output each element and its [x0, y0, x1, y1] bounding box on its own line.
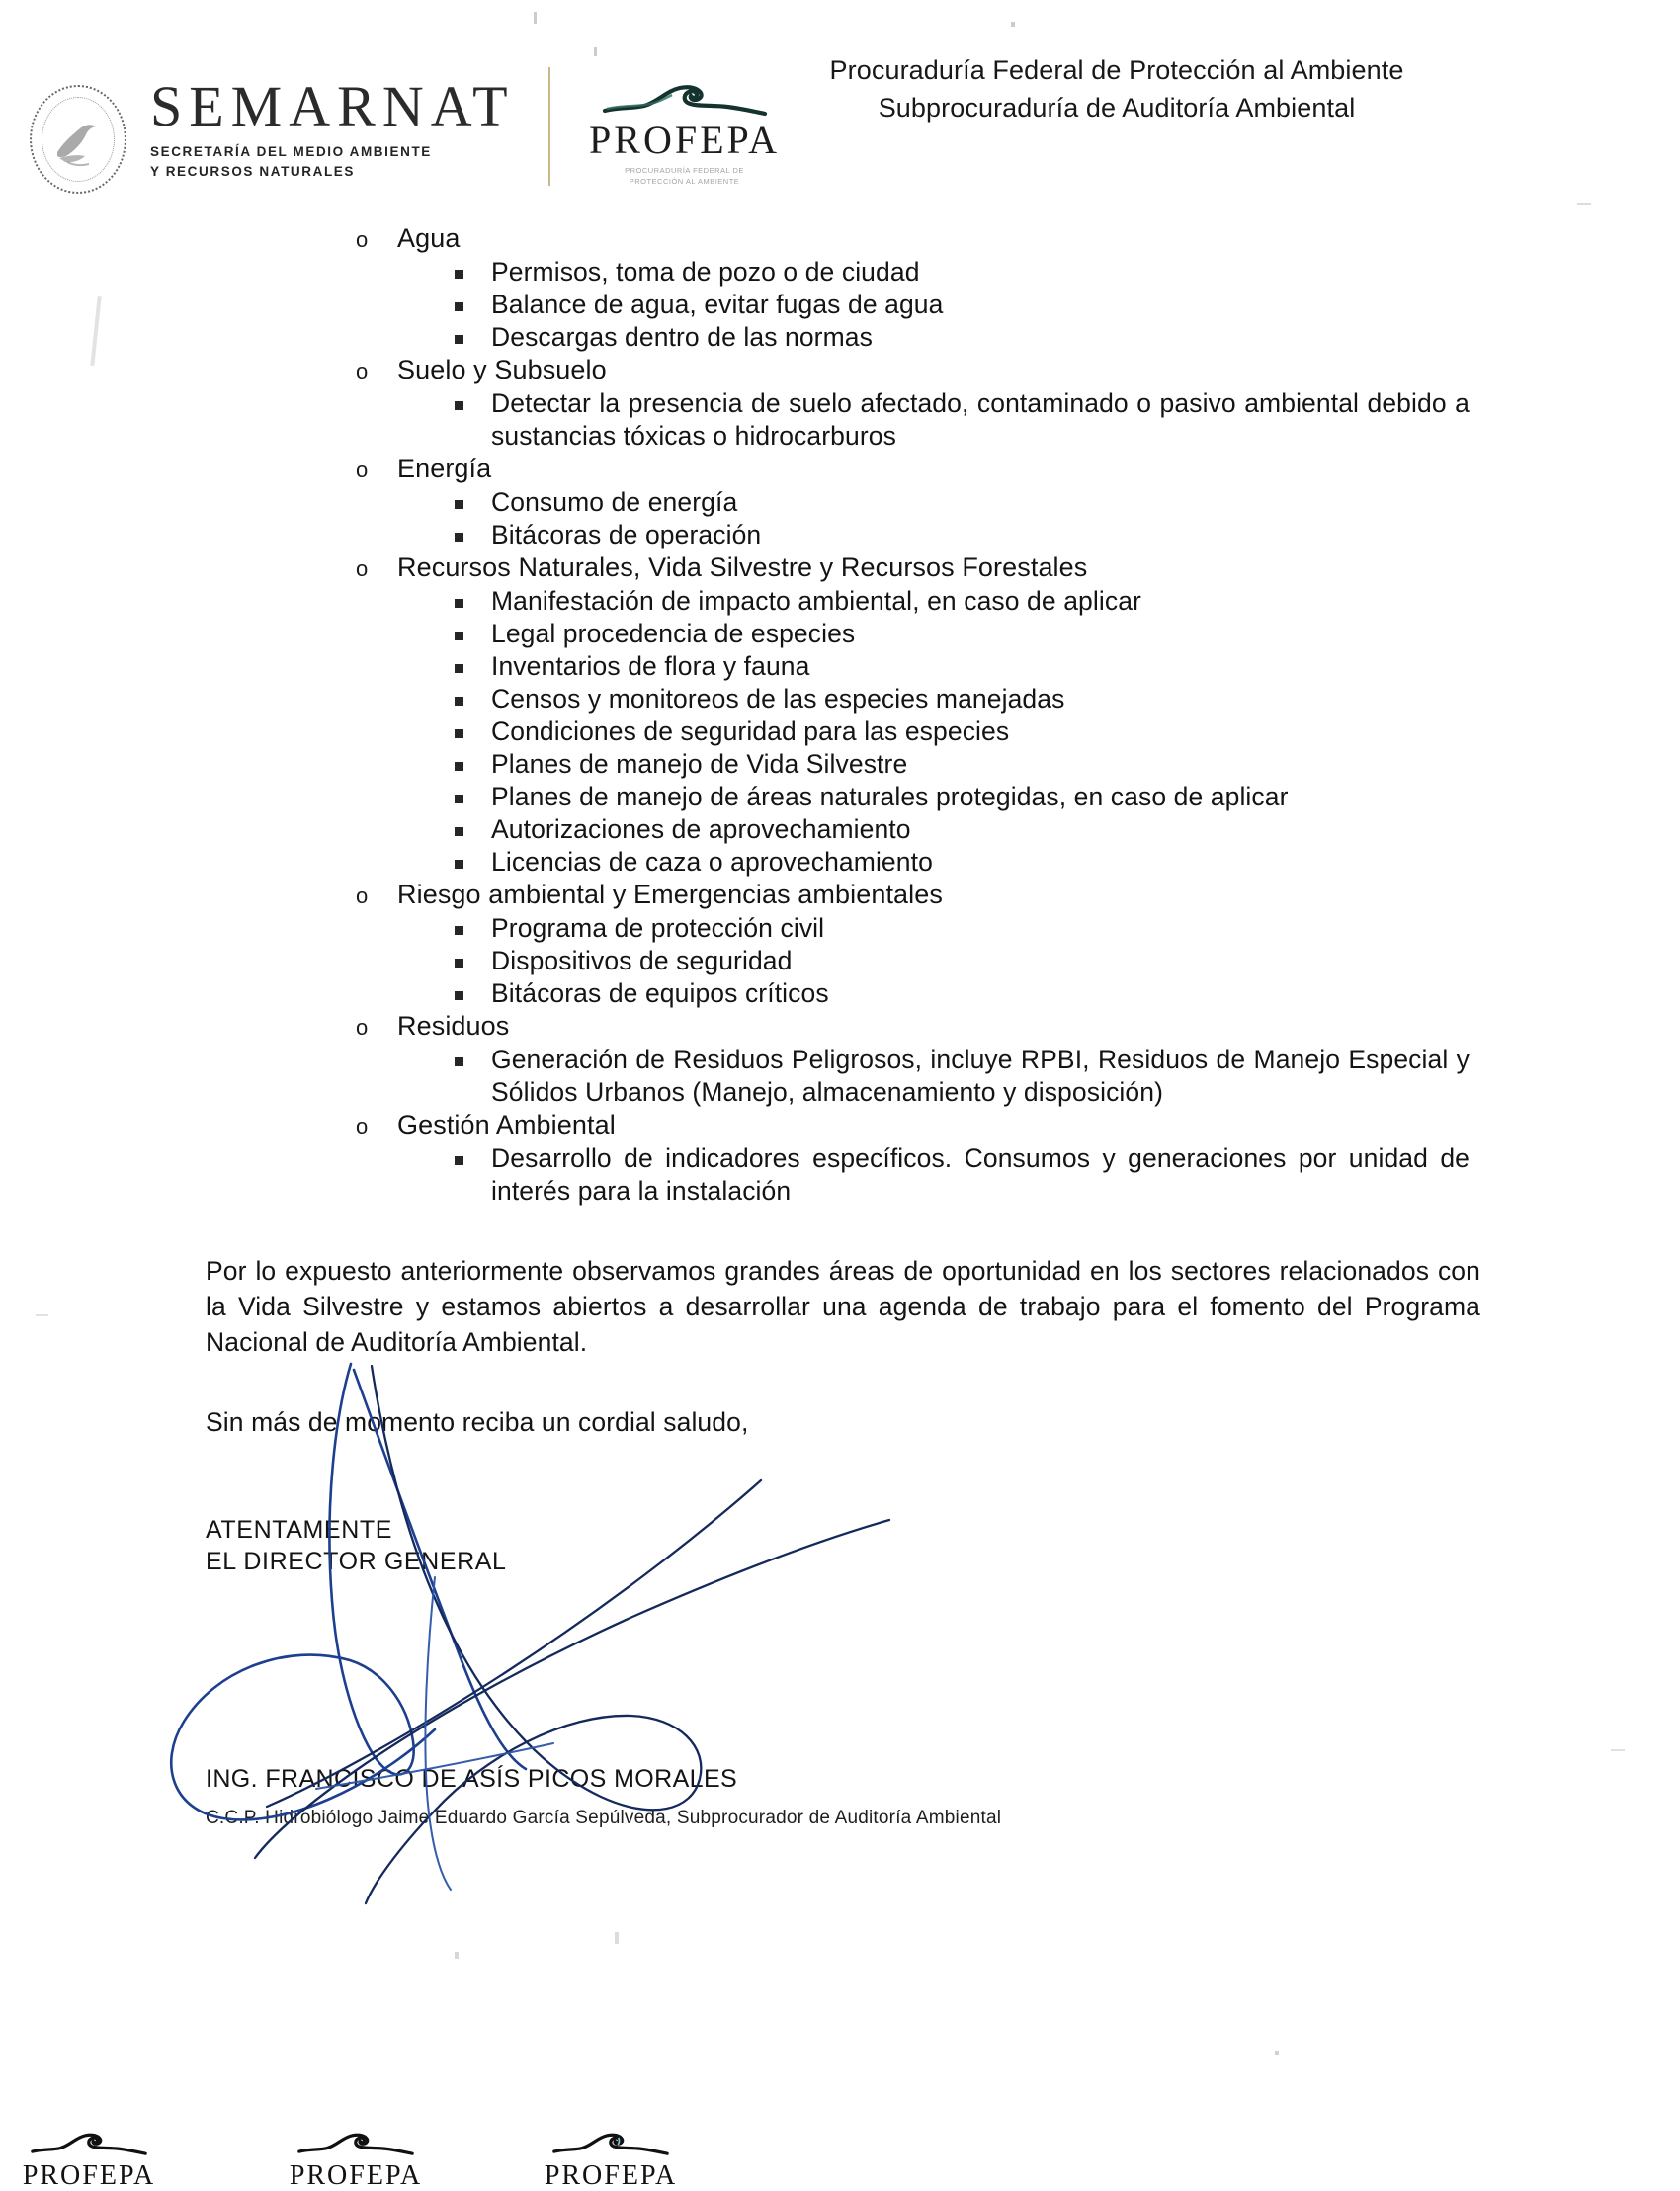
topic-subitem [0, 912, 1680, 945]
profepa-subtitle-line2: PROTECCIÓN AL AMBIENTE [629, 177, 740, 187]
topic-subitem-label: Bitácoras de equipos críticos [491, 978, 829, 1008]
topic-category-row [0, 1010, 1680, 1044]
topic-category-label: Riesgo ambiental y Emergencias ambientales [397, 880, 943, 909]
topic-category-row [0, 354, 1680, 387]
scan-artifact [1011, 22, 1015, 27]
topic-category-label: Suelo y Subsuelo [397, 355, 607, 384]
signoff-atentamente: ATENTAMENTE [206, 1516, 393, 1544]
square-bullet-icon [455, 762, 463, 771]
topic-subitem [0, 846, 1680, 879]
topic-subitem-label: Inventarios de flora y fauna [491, 651, 810, 681]
topic-subitem-list [0, 912, 1680, 1010]
scan-artifact [1611, 1749, 1625, 1751]
footer-profepa-logo-2 [277, 2128, 435, 2190]
topic-subitem [0, 977, 1680, 1010]
topic-category-row [0, 453, 1680, 486]
topic-category [0, 354, 1680, 453]
square-bullet-icon [455, 729, 463, 738]
closing-paragraph: Por lo expuesto anteriormente observamos grandes áreas de oportunidad en los sectores relacionados con la Vida Silvestre y estamos abiertos a desarrollar una agenda de trabajo para el fomento del Programa Nacional de Auditoría Ambiental. [206, 1256, 1480, 1357]
circle-bullet-icon: o [356, 227, 369, 252]
topic-subitem [0, 813, 1680, 846]
square-bullet-icon [455, 860, 463, 869]
topic-subitem [0, 618, 1680, 650]
scan-artifact [36, 1314, 48, 1316]
footer-profepa-logo-3 [532, 2128, 690, 2190]
footer-profepa-wordmark: PROFEPA [22, 2160, 156, 2191]
topic-subitem-label: Legal procedencia de especies [491, 619, 856, 648]
scan-artifact [594, 47, 597, 56]
header-divider [548, 67, 550, 186]
square-bullet-icon [455, 302, 463, 311]
scan-artifact [1275, 2051, 1279, 2055]
topic-subitem-label: Planes de manejo de Vida Silvestre [491, 749, 908, 779]
topic-subitem-list [0, 1142, 1680, 1208]
topic-subitem-label: Descargas dentro de las normas [491, 322, 873, 352]
topic-category-label: Gestión Ambiental [397, 1110, 616, 1139]
topic-category-label: Recursos Naturales, Vida Silvestre y Recursos Forestales [397, 552, 1088, 582]
topic-subitem [0, 945, 1680, 977]
topic-category [0, 551, 1680, 879]
circle-bullet-icon: o [356, 556, 369, 581]
circle-bullet-icon: o [356, 359, 369, 383]
topic-subitem [0, 1142, 1680, 1208]
topic-subitem-label: Licencias de caza o aprovechamiento [491, 847, 933, 877]
topic-category [0, 879, 1680, 1010]
profepa-wave-icon [601, 79, 769, 123]
topic-subitem [0, 748, 1680, 781]
semarnat-logo [20, 74, 515, 198]
square-bullet-icon [455, 664, 463, 673]
farewell-line: Sin más de momento reciba un cordial saludo, [206, 1407, 749, 1437]
ccp-line: C.C.P. Hidrobiólogo Jaime Eduardo García Sepúlveda, Subprocurador de Auditoría Ambiental [206, 1808, 1002, 1828]
scan-artifact [615, 1932, 619, 1944]
topic-subitem-list [0, 585, 1680, 879]
topic-subitem [0, 683, 1680, 716]
circle-bullet-icon: o [356, 458, 369, 482]
square-bullet-icon [455, 926, 463, 935]
mexico-national-seal-icon [20, 81, 136, 198]
topic-subitem [0, 289, 1680, 321]
topic-subitem-list [0, 256, 1680, 354]
profepa-wave-icon [551, 2128, 670, 2161]
topic-subitem [0, 256, 1680, 289]
square-bullet-icon [455, 1057, 463, 1066]
topic-subitem [0, 716, 1680, 748]
circle-bullet-icon: o [356, 1015, 369, 1040]
topic-subitem-label: Desarrollo de indicadores específicos. Consumos y generaciones por unidad de interés para la instalación [491, 1143, 1470, 1206]
square-bullet-icon [455, 1156, 463, 1165]
square-bullet-icon [455, 991, 463, 1000]
footer-profepa-wordmark: PROFEPA [544, 2160, 678, 2191]
header-title-block [751, 51, 1482, 127]
topic-category-label: Energía [397, 454, 492, 483]
topic-subitem [0, 585, 1680, 618]
document-body [0, 222, 1680, 1832]
topic-subitem [0, 387, 1680, 453]
topic-subitem-label: Planes de manejo de áreas naturales protegidas, en caso de aplicar [491, 782, 1289, 811]
scan-artifact [534, 12, 537, 24]
topic-category-row [0, 222, 1680, 256]
topic-category [0, 222, 1680, 354]
square-bullet-icon [455, 632, 463, 640]
topic-subitem [0, 321, 1680, 354]
square-bullet-icon [455, 335, 463, 344]
topic-category-row [0, 879, 1680, 912]
footer-profepa-wordmark: PROFEPA [289, 2160, 423, 2191]
square-bullet-icon [455, 533, 463, 542]
topic-subitem-label: Bitácoras de operación [491, 520, 762, 549]
square-bullet-icon [455, 697, 463, 706]
square-bullet-icon [455, 599, 463, 608]
scan-artifact [455, 1952, 459, 1959]
document-footer [0, 2065, 1680, 2191]
signoff-title: EL DIRECTOR GENERAL [206, 1548, 507, 1575]
topic-subitem-label: Manifestación de impacto ambiental, en caso de aplicar [491, 586, 1141, 616]
topic-category-row [0, 551, 1680, 585]
header-title-line2: Subprocuraduría de Auditoría Ambiental [878, 93, 1356, 124]
topic-category [0, 1010, 1680, 1109]
circle-bullet-icon: o [356, 884, 369, 908]
square-bullet-icon [455, 959, 463, 968]
profepa-wordmark: PROFEPA [589, 118, 780, 162]
topic-subitem-label: Censos y monitoreos de las especies manejadas [491, 684, 1065, 714]
square-bullet-icon [455, 795, 463, 803]
header-title-line1: Procuraduría Federal de Protección al Ambiente [829, 55, 1404, 85]
topic-category [0, 1109, 1680, 1208]
topic-category-label: Residuos [397, 1011, 510, 1041]
topic-subitem-label: Balance de agua, evitar fugas de agua [491, 290, 944, 319]
topic-subitem-label: Permisos, toma de pozo o de ciudad [491, 257, 920, 287]
topic-subitem-list [0, 387, 1680, 453]
topic-subitem-list [0, 486, 1680, 551]
topic-subitem-label: Generación de Residuos Peligrosos, incluye RPBI, Residuos de Manejo Especial y Sólidos Urbanos (Manejo, almacenamiento y disposición) [491, 1045, 1470, 1107]
topic-subitem-label: Autorizaciones de aprovechamiento [491, 814, 911, 844]
topic-category-row [0, 1109, 1680, 1142]
audit-topic-list [0, 222, 1680, 1208]
topic-subitem-list [0, 1044, 1680, 1109]
semarnat-subtitle-line2: Y RECURSOS NATURALES [150, 163, 356, 179]
topic-subitem [0, 1044, 1680, 1109]
footer-profepa-logo-1 [10, 2128, 168, 2190]
semarnat-wordmark: SEMARNAT [150, 74, 515, 138]
square-bullet-icon [455, 500, 463, 509]
topic-category [0, 453, 1680, 551]
topic-category-label: Agua [397, 223, 461, 253]
profepa-subtitle-line1: PROCURADURÍA FEDERAL DE [625, 166, 744, 175]
square-bullet-icon [455, 827, 463, 836]
profepa-wave-icon [30, 2128, 148, 2161]
circle-bullet-icon: o [356, 1114, 369, 1138]
square-bullet-icon [455, 401, 463, 410]
square-bullet-icon [455, 270, 463, 279]
topic-subitem [0, 519, 1680, 551]
topic-subitem-label: Programa de protección civil [491, 913, 825, 943]
topic-subitem-label: Consumo de energía [491, 487, 738, 517]
topic-subitem [0, 650, 1680, 683]
eagle-glyph-icon [47, 111, 107, 172]
topic-subitem [0, 781, 1680, 813]
topic-subitem [0, 486, 1680, 519]
semarnat-subtitle-line1: SECRETARÍA DEL MEDIO AMBIENTE [150, 144, 432, 160]
document-header [0, 0, 1680, 222]
topic-subitem-label: Condiciones de seguridad para las especies [491, 716, 1010, 746]
profepa-wave-icon [296, 2128, 415, 2161]
signer-name: ING. FRANCISCO DE ASÍS PICOS MORALES [206, 1765, 738, 1793]
topic-subitem-label: Dispositivos de seguridad [491, 946, 793, 975]
scan-artifact [1577, 203, 1591, 205]
topic-subitem-label: Detectar la presencia de suelo afectado, contaminado o pasivo ambiental debido a sustancias tóxicas o hidrocarburos [491, 388, 1470, 451]
